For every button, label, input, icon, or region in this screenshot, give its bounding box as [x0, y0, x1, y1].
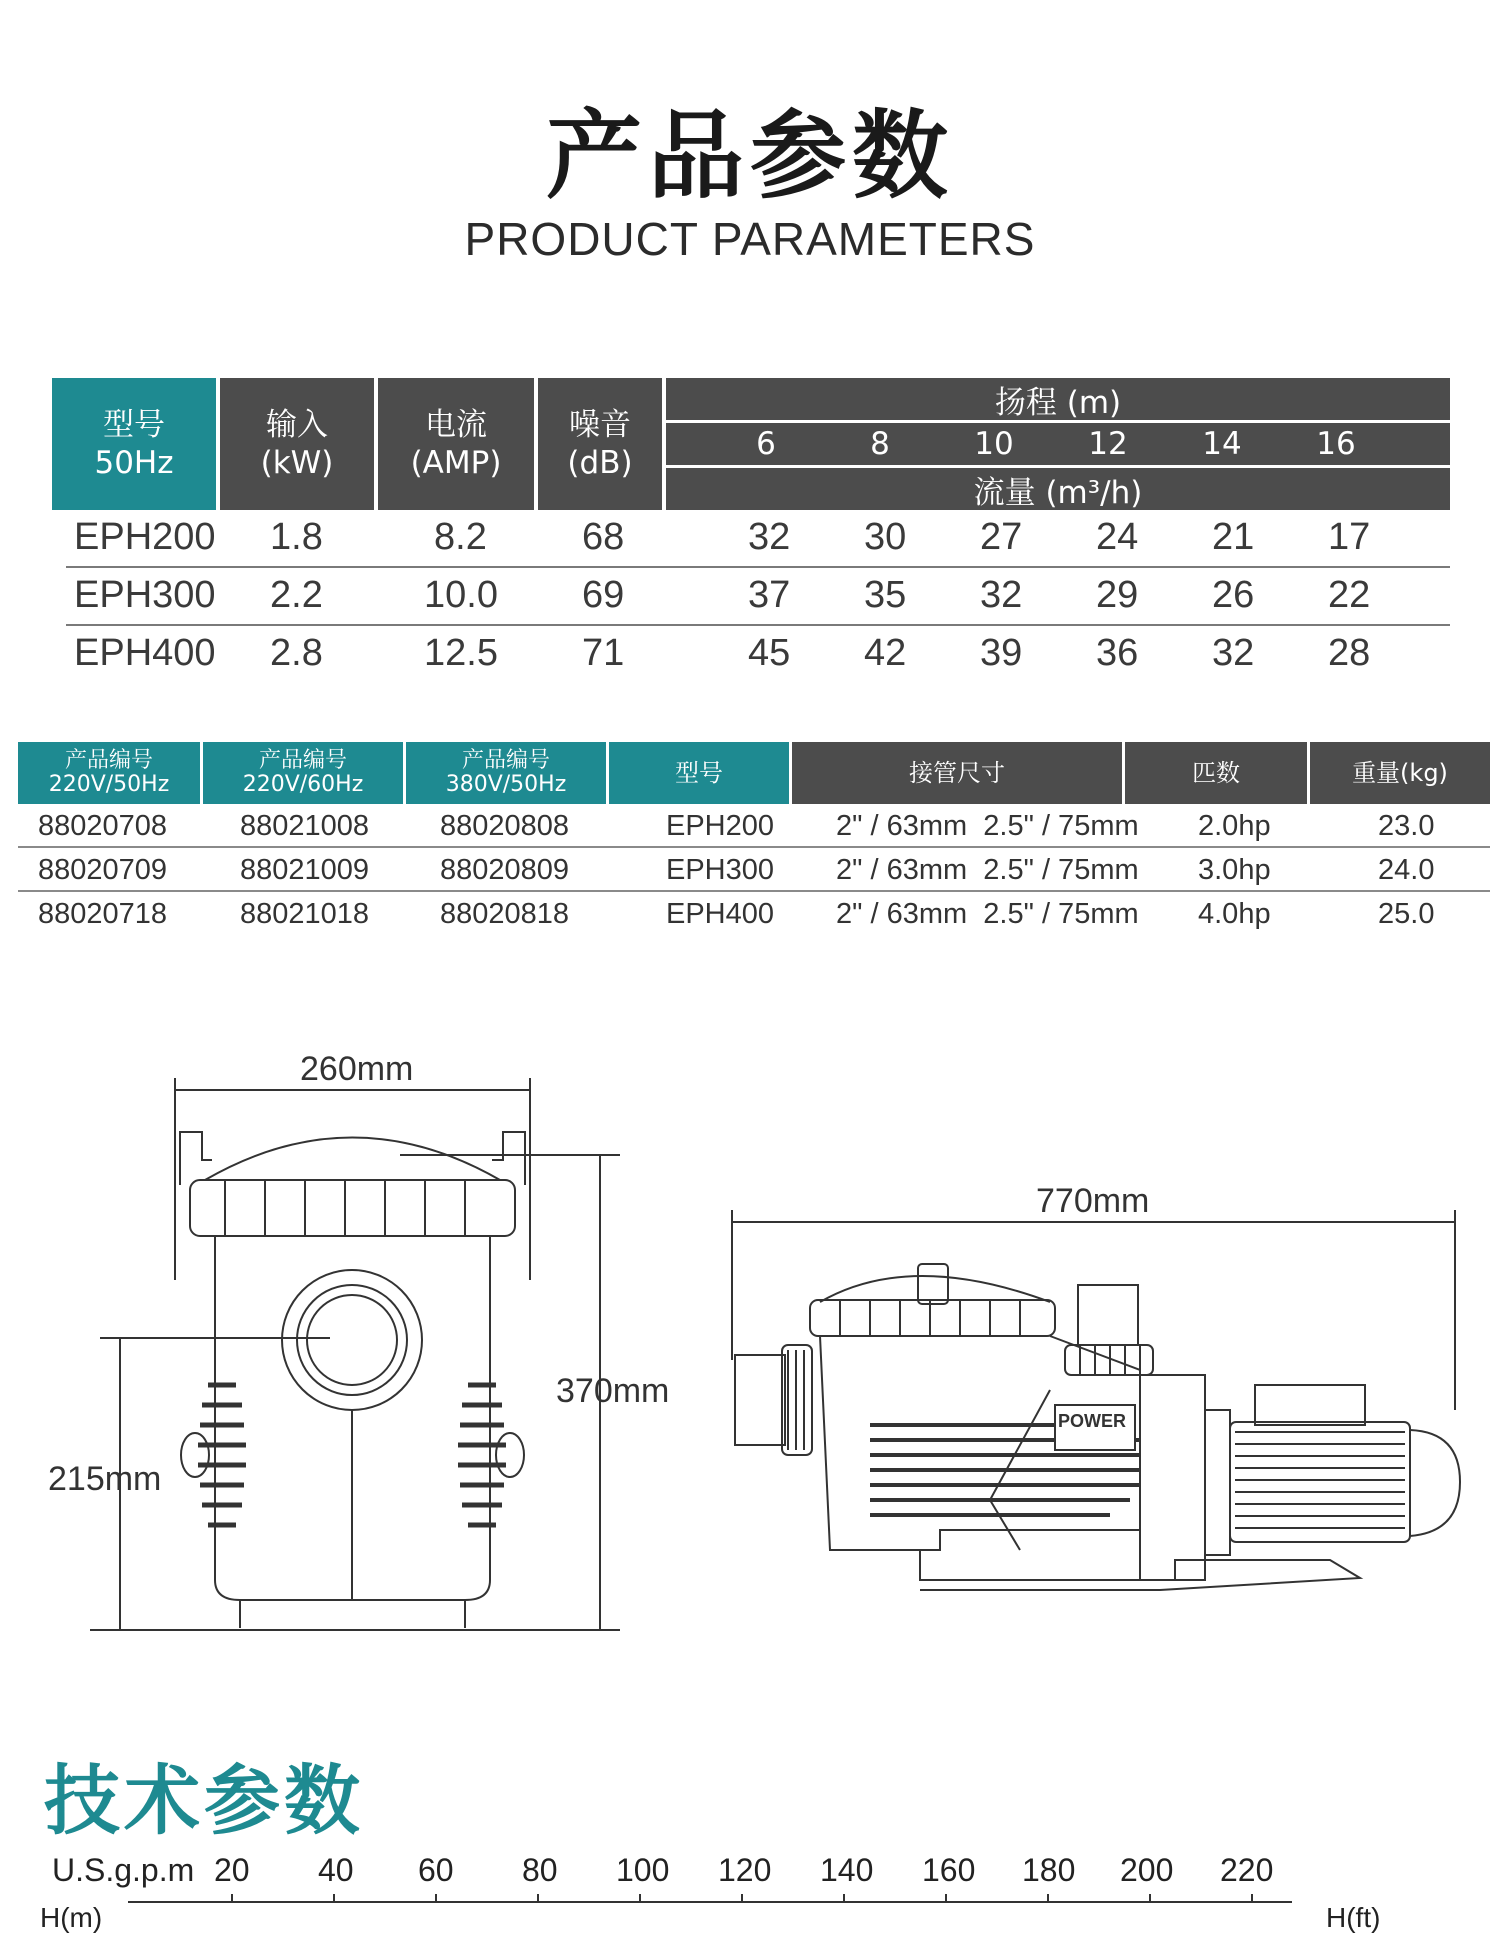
cell-pipe: 2" / 63mm 2.5" / 75mm: [836, 898, 1139, 930]
cell-flow: 22: [1328, 574, 1371, 616]
cell-flow: 36: [1096, 632, 1139, 674]
table-row: [18, 804, 1490, 848]
cell-flow: 39: [980, 632, 1023, 674]
header-code-label: 产品编号: [461, 748, 550, 773]
axis-tick-label: 220: [1220, 1852, 1274, 1888]
cell-code: 88021018: [240, 898, 370, 930]
cell-flow: 17: [1328, 516, 1371, 558]
cell-code: 88020709: [38, 854, 168, 886]
header-weight: 重量(kg): [1310, 742, 1490, 804]
cell-flow: 32: [980, 574, 1023, 616]
side-lid-ring: [810, 1300, 1055, 1336]
cell-model: EPH300: [74, 574, 216, 616]
axis-label: U.S.g.p.m: [52, 1852, 195, 1888]
performance-table: [52, 378, 1450, 684]
cell-hp: 2.0hp: [1198, 810, 1271, 842]
dimension-height-label: 370mm: [556, 1372, 670, 1410]
header-current-label: 电流: [425, 407, 487, 443]
header-code-220-60: [203, 742, 403, 804]
dimension-length-label: 770mm: [1036, 1182, 1150, 1220]
table-row: [52, 568, 1450, 626]
header-code-label: 产品编号: [258, 748, 347, 773]
header-noise-label: 噪音: [569, 407, 631, 443]
cell-flow: 42: [864, 632, 907, 674]
left-handle: [180, 1132, 212, 1185]
cell-noise: 68: [582, 516, 625, 558]
right-handle: [492, 1132, 525, 1185]
brand-label: POWER: [1058, 1411, 1127, 1431]
cell-flow: 45: [748, 632, 791, 674]
table-row: [52, 626, 1450, 684]
axis-tick-label: 80: [522, 1852, 558, 1888]
lift-value: 6: [756, 426, 776, 462]
cell-code: 88021009: [240, 854, 370, 886]
cell-code: 88020708: [38, 810, 168, 842]
cell-model: EPH300: [666, 854, 775, 886]
header-code-voltage: 220V/60Hz: [242, 772, 364, 797]
lift-value: 16: [1316, 426, 1356, 462]
axis-tick-label: 120: [718, 1852, 772, 1888]
cell-flow: 37: [748, 574, 791, 616]
lid-ring: [190, 1180, 515, 1236]
header-code-label: 产品编号: [64, 748, 153, 773]
cell-noise: 69: [582, 574, 625, 616]
cell-code: 88020718: [38, 898, 168, 930]
cell-flow: 27: [980, 516, 1023, 558]
cell-model: EPH400: [74, 632, 216, 674]
axis-tick-label: 100: [616, 1852, 670, 1888]
cell-flow: 32: [748, 516, 791, 558]
cell-flow: 32: [1212, 632, 1255, 674]
axis-tick-label: 40: [318, 1852, 354, 1888]
cell-flow: 24: [1096, 516, 1139, 558]
cell-model: EPH200: [666, 810, 775, 842]
cell-current: 12.5: [424, 632, 498, 674]
cell-model: EPH200: [74, 516, 216, 558]
cell-flow: 30: [864, 516, 907, 558]
cell-pipe: 2" / 63mm 2.5" / 75mm: [836, 854, 1139, 886]
right-unit-label: H(ft): [1326, 1902, 1381, 1933]
header-model-unit: 50Hz: [94, 445, 174, 481]
inlet-port-inner: [297, 1285, 407, 1395]
header-current: [378, 378, 534, 510]
axis-tick-label: 180: [1022, 1852, 1076, 1888]
inlet-port-outer: [282, 1270, 422, 1410]
axis-tick-label: 20: [214, 1852, 250, 1888]
section-title: 技术参数: [44, 1756, 364, 1845]
dimension-inlet-label: 215mm: [48, 1460, 162, 1498]
header-current-unit: (AMP): [410, 445, 502, 481]
cell-weight: 23.0: [1378, 810, 1435, 842]
table-row: [18, 848, 1490, 892]
left-ribs: [198, 1385, 246, 1525]
lift-value: 10: [974, 426, 1014, 462]
inlet-pipe: [735, 1355, 785, 1445]
header-noise: [538, 378, 662, 510]
cell-flow: 28: [1328, 632, 1371, 674]
axis-tick-label: 140: [820, 1852, 874, 1888]
cell-code: 88020818: [440, 898, 570, 930]
left-unit-label: H(m): [40, 1902, 103, 1933]
header-code-voltage: 220V/50Hz: [48, 772, 170, 797]
lift-value: 12: [1088, 426, 1128, 462]
product-code-table-header: [18, 742, 1490, 804]
cell-code: 88021008: [240, 810, 370, 842]
header-pipe: 接管尺寸: [792, 742, 1122, 804]
axis-line: [0, 1890, 1500, 1920]
axis-tick-label: 160: [922, 1852, 976, 1888]
cell-input: 2.2: [270, 574, 323, 616]
header-input-label: 输入: [266, 407, 328, 443]
lid-dome: [205, 1138, 500, 1181]
motor-flange: [1140, 1375, 1205, 1580]
page-title: 产品参数: [546, 100, 954, 212]
axis-tick-label: 200: [1120, 1852, 1174, 1888]
cell-current: 10.0: [424, 574, 498, 616]
cell-input: 1.8: [270, 516, 323, 558]
lift-value: 14: [1202, 426, 1242, 462]
cell-flow: 26: [1212, 574, 1255, 616]
header-code-380-50: [406, 742, 606, 804]
cell-model: EPH400: [666, 898, 775, 930]
outlet-pipe: [1078, 1285, 1138, 1345]
cell-hp: 4.0hp: [1198, 898, 1271, 930]
header-flow: 流量 (m³/h): [666, 468, 1450, 510]
performance-table-header: [52, 378, 1450, 510]
cell-current: 8.2: [434, 516, 487, 558]
terminal-box: [1255, 1385, 1365, 1425]
cell-input: 2.8: [270, 632, 323, 674]
side-lid-dome: [820, 1276, 1050, 1302]
cell-code: 88020808: [440, 810, 570, 842]
header-code-220-50: [18, 742, 200, 804]
header-hp: 匹数: [1125, 742, 1307, 804]
header-model: [52, 378, 216, 510]
table-row: [52, 510, 1450, 568]
right-ribs: [458, 1385, 506, 1525]
header-input: [220, 378, 374, 510]
table-row: [18, 892, 1490, 936]
cell-pipe: 2" / 63mm 2.5" / 75mm: [836, 810, 1139, 842]
cell-flow: 29: [1096, 574, 1139, 616]
lift-value: 8: [870, 426, 890, 462]
header-input-unit: (kW): [260, 445, 334, 481]
cell-hp: 3.0hp: [1198, 854, 1271, 886]
page-subtitle: PRODUCT PARAMETERS: [464, 213, 1036, 265]
motor-end-cap: [1410, 1430, 1460, 1536]
cell-weight: 24.0: [1378, 854, 1435, 886]
pump-front-drawing: [40, 1040, 680, 1640]
product-code-table: [18, 742, 1490, 936]
motor-body: [1230, 1422, 1410, 1542]
axis-tick-label: 60: [418, 1852, 454, 1888]
header-model-label: 型号: [103, 407, 165, 443]
cell-weight: 25.0: [1378, 898, 1435, 930]
header-model2: 型号: [609, 742, 789, 804]
cell-flow: 21: [1212, 516, 1255, 558]
header-code-voltage: 380V/50Hz: [445, 772, 567, 797]
cell-code: 88020809: [440, 854, 570, 886]
header-noise-unit: (dB): [567, 445, 633, 481]
cell-noise: 71: [582, 632, 625, 674]
cell-flow: 35: [864, 574, 907, 616]
dimension-width-label: 260mm: [300, 1050, 414, 1088]
header-lift: 扬程 (m): [666, 378, 1450, 420]
